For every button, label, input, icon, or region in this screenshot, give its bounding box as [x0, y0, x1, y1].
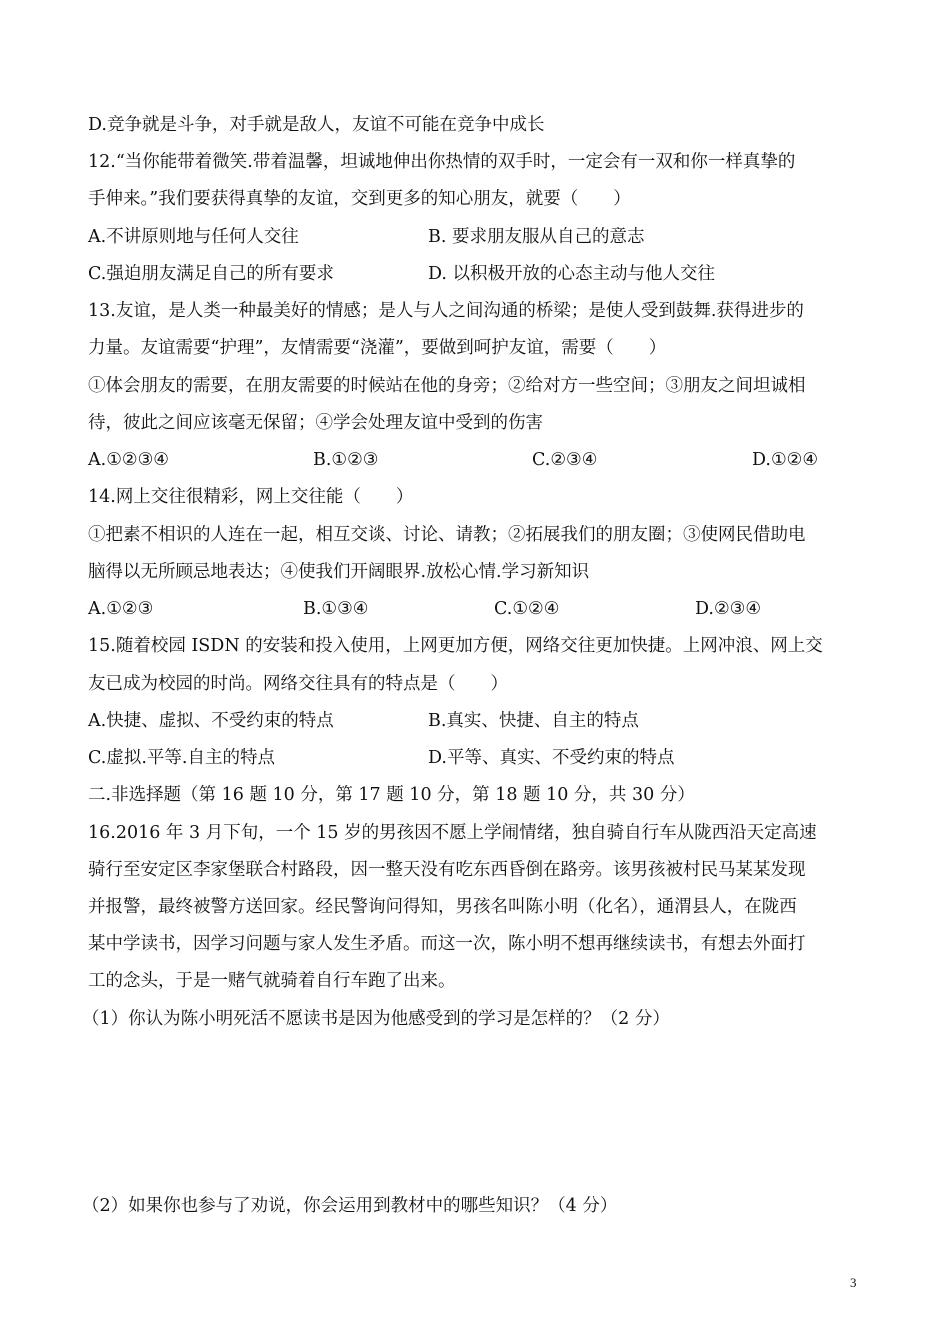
q14-option-b: B.①③④: [303, 599, 369, 619]
q13-stem-line4: 待，彼此之间应该毫无保留；④学会处理友谊中受到的伤害: [88, 413, 543, 433]
q14-option-d: D.②③④: [695, 599, 762, 619]
q12-option-d: D. 以积极开放的心态主动与他人交往: [428, 264, 716, 284]
q13-stem-line3: ①体会朋友的需要，在朋友需要的时候站在他的身旁；②给对方一些空间；③朋友之间坦诚相: [88, 376, 806, 396]
q15-stem-line1: 15.随着校园 ISDN 的安装和投入使用，上网更加方便，网络交往更加快捷。上网冲浪、网上交: [88, 636, 823, 656]
q13-stem-line1: 13.友谊，是人类一种最美好的情感；是人与人之间沟通的桥梁；是使人受到鼓舞.获得进步的: [88, 301, 804, 321]
q16-sub-question-2: （2）如果你也参与了劝说，你会运用到教材中的哪些知识？（4 分）: [82, 1196, 618, 1216]
q11-option-d: D.竞争就是斗争，对手就是敌人，友谊不可能在竞争中成长: [88, 115, 545, 135]
q14-option-a: A.①②③: [88, 599, 154, 619]
page-number: 3: [850, 1275, 857, 1290]
q15-option-b: B.真实、快捷、自主的特点: [428, 711, 639, 731]
q13-option-d: D.①②④: [752, 450, 819, 470]
q14-stem-line3: 脑得以无所顾忌地表达；④使我们开阔眼界.放松心情.学习新知识: [88, 562, 590, 582]
q16-stem-line1: 16.2016 年 3 月下旬，一个 15 岁的男孩因不愿上学闹情绪，独自骑自行车从陇西沿天定高速: [88, 823, 817, 843]
q14-stem-line1: 14.网上交往很精彩，网上交往能（ ）: [88, 487, 414, 507]
q16-stem-line2: 骑行至安定区李家堡联合村路段，因一整天没有吃东西昏倒在路旁。该男孩被村民马某某发现: [88, 860, 806, 880]
q14-option-c: C.①②④: [494, 599, 560, 619]
q12-stem-line1: 12.“当你能带着微笑.带着温馨，坦诚地伸出你热情的双手时，一定会有一双和你一样真挚的: [88, 152, 796, 172]
q13-stem-line2: 力量。友谊需要“护理”，友情需要“浇灌”，要做到呵护友谊，需要（ ）: [88, 338, 667, 358]
q12-option-a: A.不讲原则地与任何人交往: [88, 227, 299, 247]
q13-option-a: A.①②③④: [88, 450, 169, 470]
q15-stem-line2: 友已成为校园的时尚。网络交往具有的特点是（ ）: [88, 674, 508, 694]
q13-option-c: C.②③④: [532, 450, 598, 470]
q12-option-b: B. 要求朋友服从自己的意志: [428, 227, 645, 247]
q14-stem-line2: ①把素不相识的人连在一起，相互交谈、讨论、请教；②拓展我们的朋友圈；③使网民借助电: [88, 525, 806, 545]
q13-option-b: B.①②③: [313, 450, 379, 470]
q12-option-c: C.强迫朋友满足自己的所有要求: [88, 264, 334, 284]
q16-sub-question-1: （1）你认为陈小明死活不愿读书是因为他感受到的学习是怎样的？（2 分）: [82, 1009, 670, 1029]
q16-stem-line4: 某中学读书，因学习问题与家人发生矛盾。而这一次，陈小明不想再继续读书，有想去外面打: [88, 934, 806, 954]
q15-option-d: D.平等、真实、不受约束的特点: [428, 748, 675, 768]
q15-option-a: A.快捷、虚拟、不受约束的特点: [88, 711, 334, 731]
section-heading: 二.非选择题（第 16 题 10 分，第 17 题 10 分，第 18 题 10 分，共 30 分）: [88, 785, 695, 805]
q16-stem-line3: 并报警，最终被警方送回家。经民警询问得知，男孩名叫陈小明（化名），通渭县人，在陇西: [88, 897, 797, 917]
q15-option-c: C.虚拟.平等.自主的特点: [88, 748, 275, 768]
q12-stem-line2: 手伸来。”我们要获得真挚的友谊，交到更多的知心朋友，就要（ ）: [88, 189, 631, 209]
q16-stem-line5: 工的念头，于是一赌气就骑着自行车跑了出来。: [88, 971, 456, 991]
